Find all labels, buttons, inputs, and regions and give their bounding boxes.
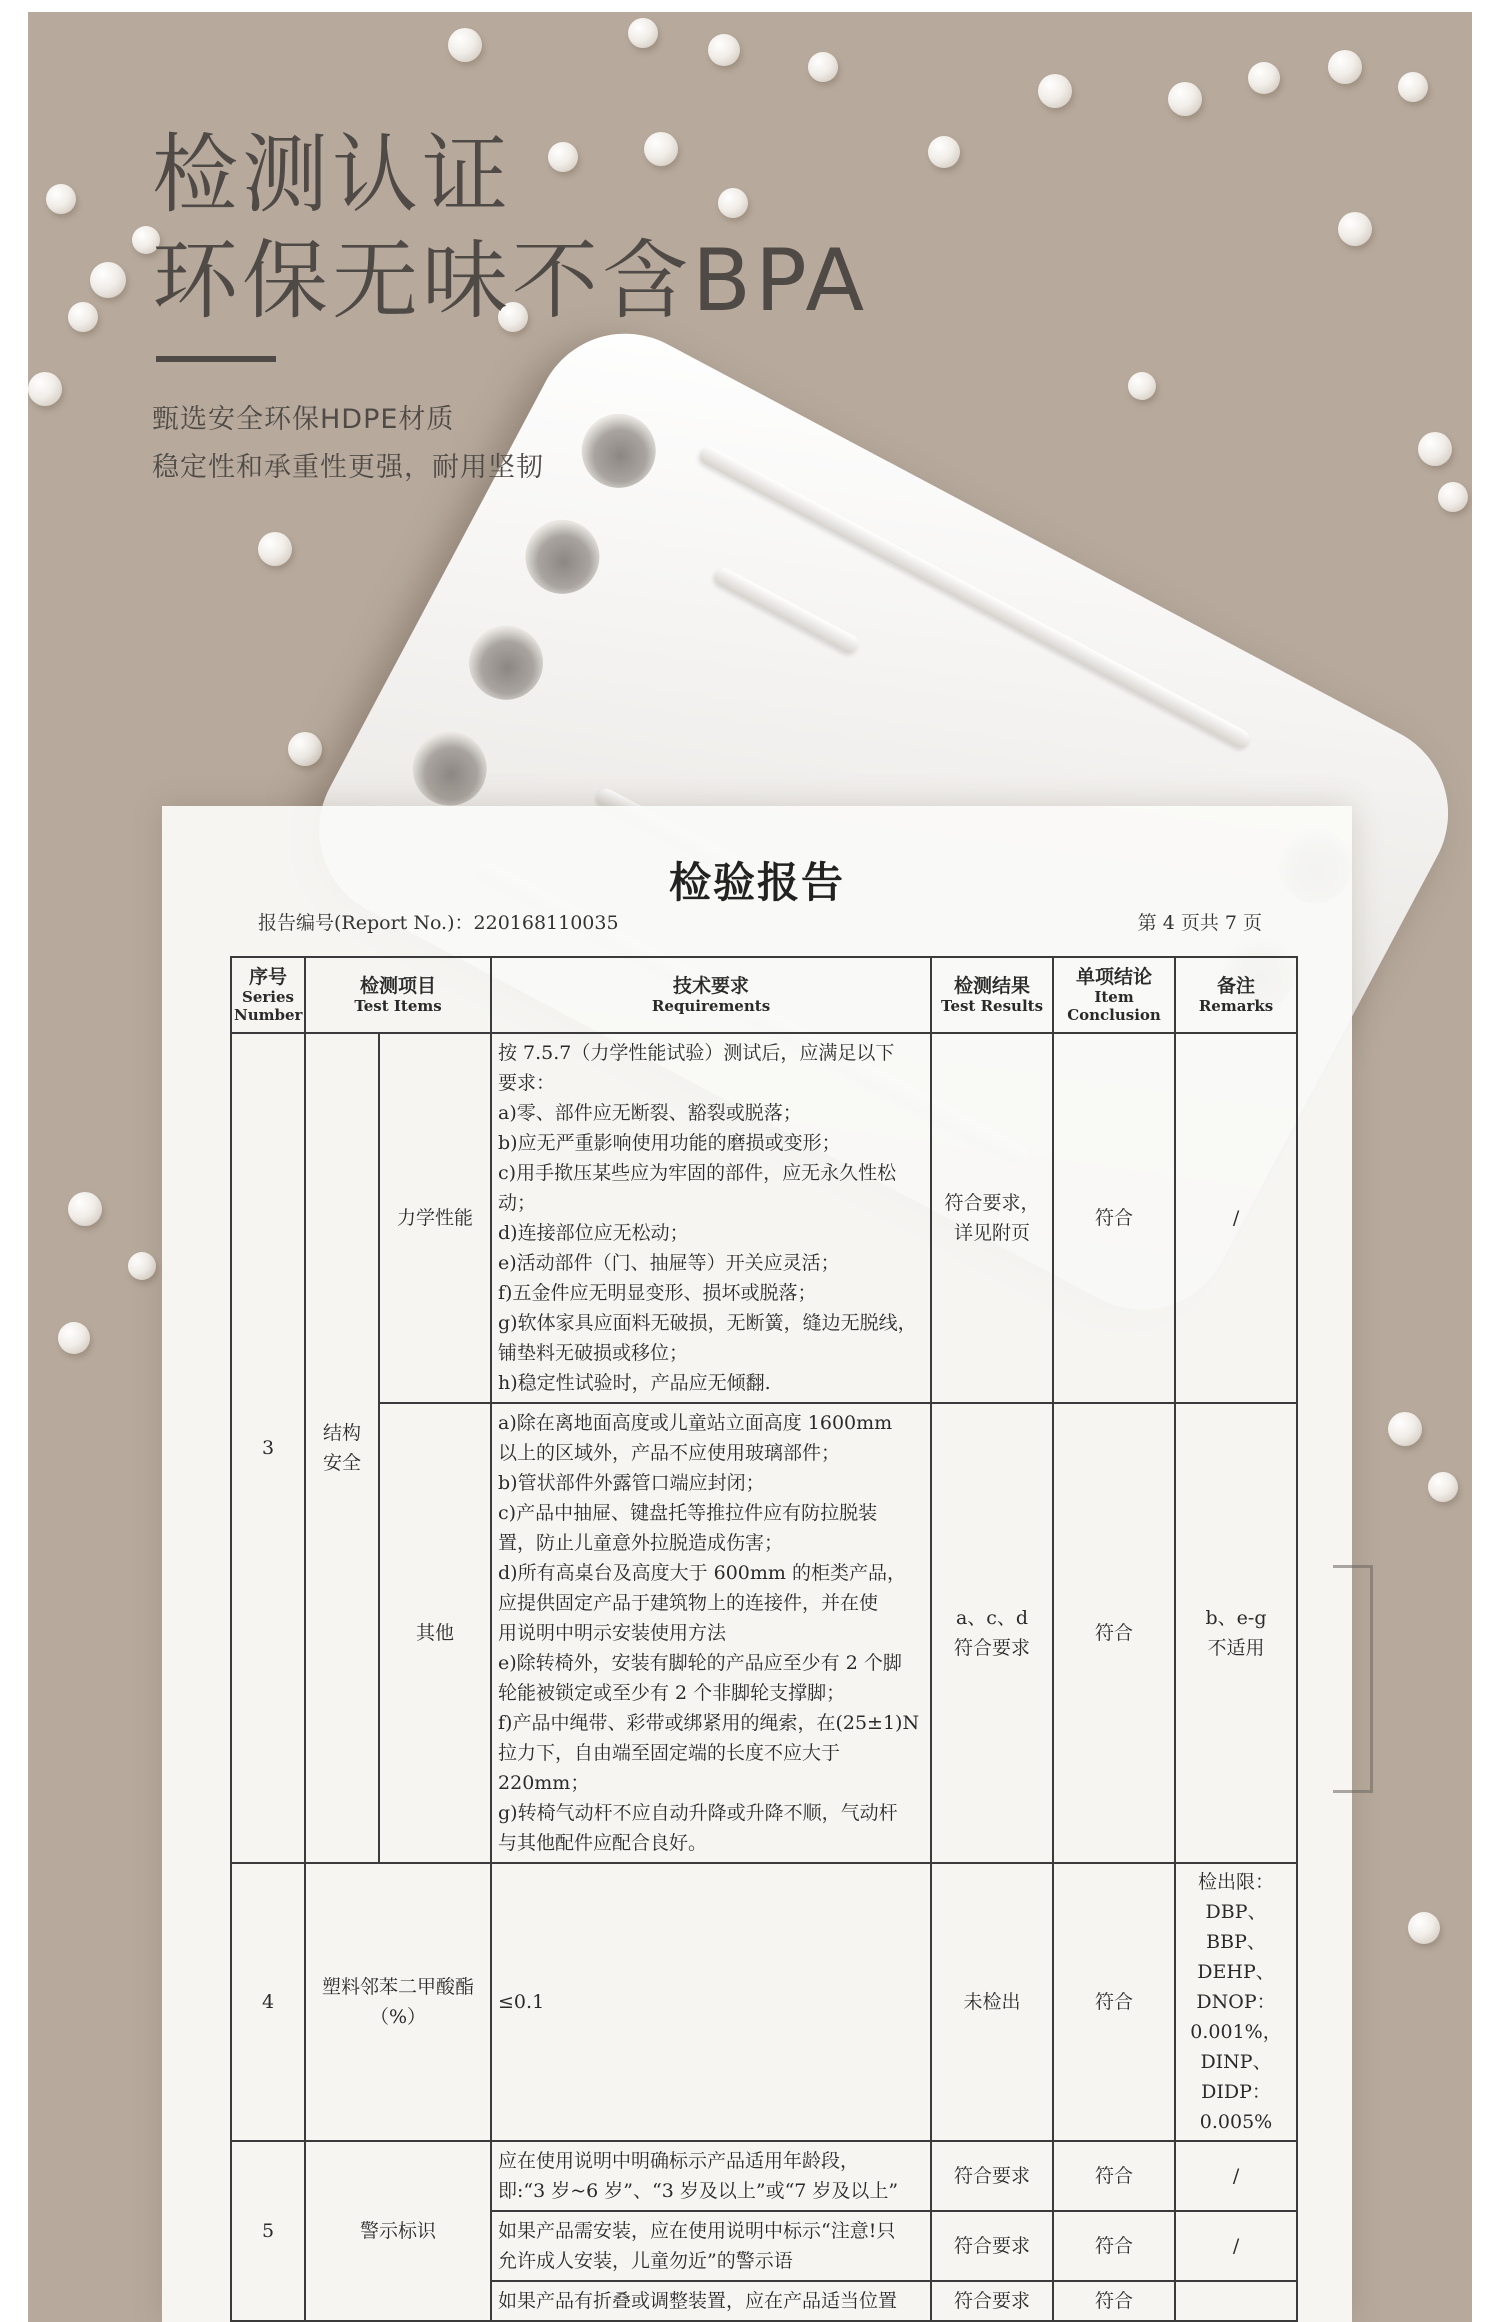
cell-result (931, 1403, 1053, 1863)
pellet (68, 302, 98, 332)
req-line: f)产品中绳带、彩带或绑紧用的绳索，在(25±1)N (498, 1712, 920, 1734)
cell-requirements: ≤0.1 (491, 1863, 931, 2141)
req-line: 置，防止儿童意外拉脱造成伤害； (498, 1532, 784, 1554)
pellet (28, 372, 62, 406)
pellet (1328, 50, 1362, 84)
pellet (1338, 212, 1372, 246)
req-line: 即:“3 岁~6 岁”、“3 岁及以上”或“7 岁及以上” (498, 2180, 899, 2202)
req-line: 动； (498, 1192, 537, 1214)
result-line: 符合要求， (944, 1192, 1040, 1214)
report-page-info: 第 4 页共 7 页 (1137, 912, 1262, 934)
table-row (231, 2141, 1297, 2211)
req-line: 轮能被锁定或至少有 2 个非脚轮支撑脚； (498, 1682, 846, 1704)
req-line: 拉力下，自由端至固定端的长度不应大于 (498, 1742, 841, 1764)
remarks-line: DINP、 (1200, 2051, 1272, 2073)
pellet (1388, 1412, 1422, 1446)
cell-result: 符合要求 (931, 2281, 1053, 2321)
req-line: 如果产品需安装，应在使用说明中标示“注意!只 (498, 2220, 896, 2242)
pellet (68, 1192, 102, 1226)
header-items-cn: 检测项目 (360, 975, 437, 997)
header-series (231, 957, 305, 1033)
result-line: a、c、d (955, 1607, 1029, 1629)
pellet (1408, 1912, 1440, 1944)
header-req-cn: 技术要求 (673, 975, 750, 997)
req-line: g)转椅气动杆不应自动升降或升降不顺，气动杆 (498, 1802, 898, 1824)
cell-requirements (491, 1033, 931, 1403)
remarks-line: 检出限： (1198, 1871, 1275, 1893)
remarks-line: DIDP： (1201, 2081, 1271, 2103)
subtitle-material: 甄选安全环保HDPE材质 (152, 404, 455, 435)
req-line: e)除转椅外，安装有脚轮的产品应至少有 2 个脚 (498, 1652, 902, 1674)
pellet (1398, 72, 1428, 102)
cell-requirements (491, 1403, 931, 1863)
cell-result: 符合要求 (931, 2141, 1053, 2211)
header-results-en: Test Results (941, 997, 1044, 1015)
header-conclusion-cn: 单项结论 (1076, 966, 1153, 988)
pellet (1418, 432, 1452, 466)
req-line: 如果产品有折叠或调整装置，应在产品适当位置 (498, 2290, 898, 2312)
req-line: c)用手揿压某些应为牢固的部件，应无永久性松 (498, 1162, 897, 1184)
inspection-report (162, 806, 1352, 2322)
header-test-items (305, 957, 491, 1033)
cell-item (305, 1863, 491, 2141)
req-line: 按 7.5.7（力学性能试验）测试后，应满足以下 (498, 1042, 895, 1064)
cell-category-line: 安全 (322, 1452, 361, 1474)
header-req-en: Requirements (651, 997, 771, 1015)
pellet (90, 262, 126, 298)
req-line: a)除在离地面高度或儿童站立面高度 1600mm (498, 1412, 893, 1434)
pellet (1168, 82, 1202, 116)
req-line: d)所有高桌台及高度大于 600mm 的柜类产品， (498, 1562, 906, 1584)
heading-block (152, 122, 868, 492)
header-conclusion-en1: Item (1094, 988, 1134, 1006)
remarks-line: DNOP： (1196, 1991, 1276, 2013)
cell-remarks: / (1175, 2141, 1297, 2211)
header-results-cn: 检测结果 (954, 975, 1031, 997)
req-line: 应在使用说明中明确标示产品适用年龄段， (498, 2150, 860, 2172)
pellet (46, 184, 76, 214)
table-header-row (231, 957, 1297, 1033)
report-table (230, 956, 1298, 2322)
cell-item: 其他 (379, 1403, 491, 1863)
cell-result: 未检出 (931, 1863, 1053, 2141)
header-conclusion-en2: Conclusion (1067, 1006, 1161, 1024)
pellet (1428, 1472, 1458, 1502)
subtitle-durability: 稳定性和承重性更强，耐用坚韧 (152, 452, 544, 483)
header-items-en: Test Items (354, 997, 442, 1015)
header-conclusion (1053, 957, 1175, 1033)
req-line: 用说明中明示安装使用方法 (498, 1622, 727, 1644)
req-line: 220mm； (498, 1772, 590, 1794)
table-row (231, 1863, 1297, 2141)
req-line: g)软体家具应面料无破损，无断簧，缝边无脱线， (498, 1312, 917, 1334)
header-requirements (491, 957, 931, 1033)
cell-result: 符合要求 (931, 2211, 1053, 2281)
cell-remarks (1175, 2281, 1297, 2321)
report-title: 检验报告 (668, 858, 845, 907)
pellet (628, 18, 658, 48)
req-line: 应提供固定产品于建筑物上的连接件，并在使 (498, 1592, 879, 1614)
pellet (808, 52, 838, 82)
cell-remarks (1175, 1403, 1297, 1863)
table-row (231, 1403, 1297, 1863)
page-title: 检测认证 (152, 125, 512, 225)
remarks-line: 0.005% (1199, 2111, 1273, 2133)
pellet (708, 34, 740, 66)
cell-requirements (491, 2281, 931, 2321)
req-line: 要求： (498, 1072, 556, 1094)
report-number-value: 220168110035 (473, 912, 619, 934)
remarks-line: b、e-g (1205, 1607, 1267, 1629)
cell-category-line: 结构 (322, 1422, 361, 1444)
pellet (1248, 62, 1280, 94)
cell-remarks: / (1175, 1033, 1297, 1403)
header-series-cn: 序号 (248, 966, 287, 988)
req-line: f)五金件应无明显变形、损坏或脱落； (498, 1282, 817, 1304)
req-line: b)应无严重影响使用功能的磨损或变形； (498, 1132, 841, 1154)
req-line: e)活动部件（门、抽屉等）开关应灵活； (498, 1252, 840, 1274)
cell-series: 3 (231, 1033, 305, 1863)
header-series-en2: Number (234, 1006, 303, 1024)
req-line: d)连接部位应无松动； (498, 1222, 689, 1244)
cell-remarks: / (1175, 2211, 1297, 2281)
pellet (1128, 372, 1156, 400)
header-test-results (931, 957, 1053, 1033)
product-slot (512, 507, 612, 607)
cell-item: 力学性能 (379, 1033, 491, 1403)
req-line: c)产品中抽屉、键盘托等推拉件应有防拉脱装 (498, 1502, 878, 1524)
cell-category (305, 1033, 379, 1863)
req-line: 与其他配件应配合良好。 (498, 1832, 708, 1854)
product-slot (400, 719, 500, 819)
cell-conclusion: 符合 (1053, 2141, 1175, 2211)
cell-conclusion: 符合 (1053, 1403, 1175, 1863)
req-line: a)零、部件应无断裂、豁裂或脱落； (498, 1102, 802, 1124)
pellet (258, 532, 292, 566)
result-line: 符合要求 (954, 1637, 1031, 1659)
item-line: （%） (369, 2006, 427, 2028)
cell-requirements (491, 2141, 931, 2211)
product-slot (456, 613, 556, 713)
report-number (258, 908, 619, 935)
pellet (448, 28, 482, 62)
title-divider (156, 356, 276, 362)
header-remarks-en: Remarks (1198, 997, 1274, 1015)
req-line: 铺垫料无破损或移位； (498, 1342, 689, 1364)
cell-conclusion: 符合 (1053, 1033, 1175, 1403)
cell-series: 5 (231, 2141, 305, 2321)
certification-stamp (1333, 1565, 1373, 1793)
cell-conclusion: 符合 (1053, 2281, 1175, 2321)
page-title-line2: 环保无味不含BPA (152, 231, 869, 331)
pellet (1038, 74, 1072, 108)
pellet (128, 1252, 156, 1280)
cell-conclusion: 符合 (1053, 1863, 1175, 2141)
product-rib (712, 565, 862, 656)
req-line: b)管状部件外露管口端应封闭； (498, 1472, 765, 1494)
pellet (928, 136, 960, 168)
req-line: 允许成人安装，儿童勿近”的警示语 (498, 2250, 793, 2272)
cell-item: 警示标识 (305, 2141, 491, 2321)
cell-result (931, 1033, 1053, 1403)
cell-remarks (1175, 1863, 1297, 2141)
report-number-label: 报告编号(Report No.)： (258, 912, 474, 934)
req-line: 以上的区域外，产品不应使用玻璃部件； (498, 1442, 841, 1464)
cell-requirements (491, 2211, 931, 2281)
result-line: 详见附页 (954, 1222, 1031, 1244)
item-line: 塑料邻苯二甲酸酯 (322, 1976, 475, 1998)
remarks-line: 不适用 (1207, 1637, 1265, 1659)
header-series-en1: Series (242, 988, 294, 1006)
remarks-line: DBP、BBP、 (1205, 1901, 1267, 1953)
cell-conclusion: 符合 (1053, 2211, 1175, 2281)
cell-series: 4 (231, 1863, 305, 2141)
pellet (288, 732, 322, 766)
remarks-line: DEHP、 (1197, 1961, 1275, 1983)
remarks-line: 0.001%， (1190, 2021, 1282, 2043)
header-remarks-cn: 备注 (1217, 975, 1256, 997)
req-line: h)稳定性试验时，产品应无倾翻. (498, 1372, 771, 1394)
table-row (231, 1033, 1297, 1403)
header-remarks (1175, 957, 1297, 1033)
pellet (58, 1322, 90, 1354)
pellet (1438, 482, 1468, 512)
